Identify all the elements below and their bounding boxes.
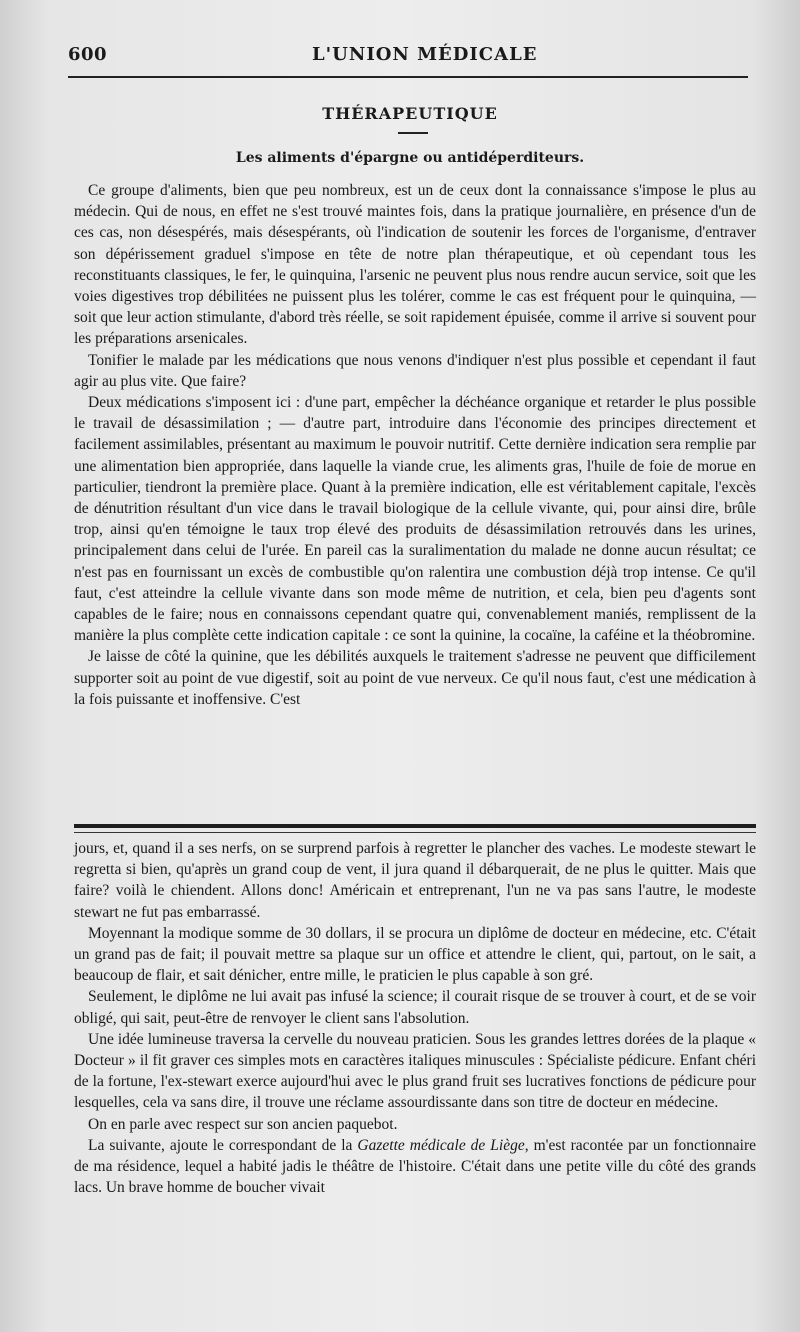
article-paragraph: Ce groupe d'aliments, bien que peu nombreux, est un de ceux dont la connaissance s'impose le plus au médecin. Qui de nous, en effet ne s'est trouvé maintes fois, dans la pratique journalière, en présence d'un de ces cas, non désespérés, mais désespérants, où l'indication de soutenir les forces de l'organisme, d'entraver son dépérissement graduel s'impose en tête de notre plan thérapeutique, et où cependant tous les reconstituants classiques, le fer, le quinquina, l'arsenic ne peuvent plus nous rendre aucun service, soit que les voies digestives trop débilitées ne puissent plus les tolérer, comme le cas est fréquent pour le quinquina, — soit que leur action stimulante, d'abord très réelle, se soit rapidement épuisée, comme il arrive si souvent pour les préparations arsenicales. <box>74 182 756 348</box>
article-title: Les aliments d'épargne ou antidéperditeurs. <box>235 150 585 166</box>
article-paragraph: Deux médications s'imposent ici : d'une part, empêcher la déchéance organique et retarder le plus possible le travail de désassimilation ; — d'autre part, introduire dans l'économie des principes directement et facilement assimilables, présentant au maximum le pouvoir nutritif. Cette dernière indication sera remplie par une alimentation bien appropriée, dans laquelle la viande crue, les aliments gras, l'huile de foie de morue en particulier, tiendront la première place. Quant à la première indication, elle est véritablement capitale, l'excès de dénutrition résultant d'un vice dans le travail biologique de la cellule vivante, qui, pour ainsi dire, brûle trop, ainsi qu'en témoigne le taux trop élevé des produits de désassimilation retrouvés dans les urines, principalement dans celui de l'urée. En pareil cas la suralimentation du malade ne donne aucun résultat; ce n'est pas en fournissant un excès de combustible qu'on ralentira une combustion déjà trop intense. Ce qu'il faut, c'est atteindre la cellule vivante dans son mode même de nutrition, et cela, bien peu d'agents sont capables de le faire; nous en connaissons cependant quatre qui, convenablement maniés, remplissent de la manière la plus complète cette indication capitale : ce sont la quinine, la cocaïne, la caféine et la théobromine. <box>74 394 756 645</box>
journal-title: L'UNION MÉDICALE <box>312 44 538 65</box>
feuilleton-body <box>74 838 756 1198</box>
page-number: 600 <box>68 44 108 65</box>
running-head <box>68 40 748 70</box>
article-body <box>74 180 756 710</box>
feuilleton-paragraph-last <box>74 1135 756 1199</box>
feuilleton-paragraph: Moyennant la modique somme de 30 dollars, il se procura un diplôme de docteur en médecine, etc. C'était un grand pas de fait; il pouvait mettre sa plaque sur un office et attendre le client, qui, partout, on le sait, a beaucoup de flair, et sait dénicher, entre mille, le praticien le plus capable à son gré. <box>74 924 756 985</box>
feuilleton-paragraph: Une idée lumineuse traversa la cervelle du nouveau praticien. Sous les grandes lettres dorées de la plaque « Docteur » il fit graver ces simples mots en caractères italiques minuscules : Spécialiste pédicure. Enfant chéri de la fortune, l'ex-stewart exerce aujourd'hui avec le plus grand fruit ses lucratives fonctions de pédicure pour lesquelles, cela va sans dire, il trouve une réclame assourdissante dans son titre de docteur en médecine. <box>74 1030 756 1112</box>
title-dash <box>398 132 428 134</box>
article-paragraph: Tonifier le malade par les médications que nous venons d'indiquer n'est plus possible et cependant il faut agir au plus vite. Que faire? <box>74 351 756 390</box>
section-title: THÉRAPEUTIQUE <box>322 104 498 123</box>
feuilleton-paragraph: On en parle avec respect sur son ancien paquebot. <box>88 1115 398 1133</box>
feuilleton-paragraph: Seulement, le diplôme ne lui avait pas infusé la science; il courait risque de se trouver à court, et de se voir obligé, qui sait, peut-être de renvoyer le client sans l'absolution. <box>74 988 756 1027</box>
feuilleton-separator <box>74 824 756 828</box>
text-run: La suivante, ajoute le correspondant de la <box>88 1136 358 1154</box>
feuilleton-paragraph: jours, et, quand il a ses nerfs, on se surprend parfois à regretter le plancher des vaches. Le modeste stewart le regretta si bien, qu'après un grand coup de vent, il jura quand il débarquerait, de ne plus le quitter. Mais que faire? voilà le chiendent. Allons donc! Américain et entreprenant, l'un ne va pas sans l'autre, le modeste stewart ne fut pas embarrassé. <box>74 840 756 921</box>
feuilleton-separator-thin <box>74 832 756 833</box>
article-paragraph: Je laisse de côté la quinine, que les débilités auxquels le traitement s'adresse ne peuvent que difficilement supporter soit au point de vue digestif, soit au point de vue nerveux. Ce qu'il nous faut, c'est une médication à la fois puissante et inoffensive. C'est <box>74 648 756 708</box>
cited-journal: Gazette médicale de Liège <box>357 1136 525 1154</box>
header-rule <box>68 76 748 78</box>
text-run: , m'est racontée par un fonctionnaire de ma résidence, lequel a habité jadis le théâtre de l'histoire. C'était dans une petite ville du côté des grands lacs. Un brave homme de boucher vivait <box>74 1136 756 1197</box>
